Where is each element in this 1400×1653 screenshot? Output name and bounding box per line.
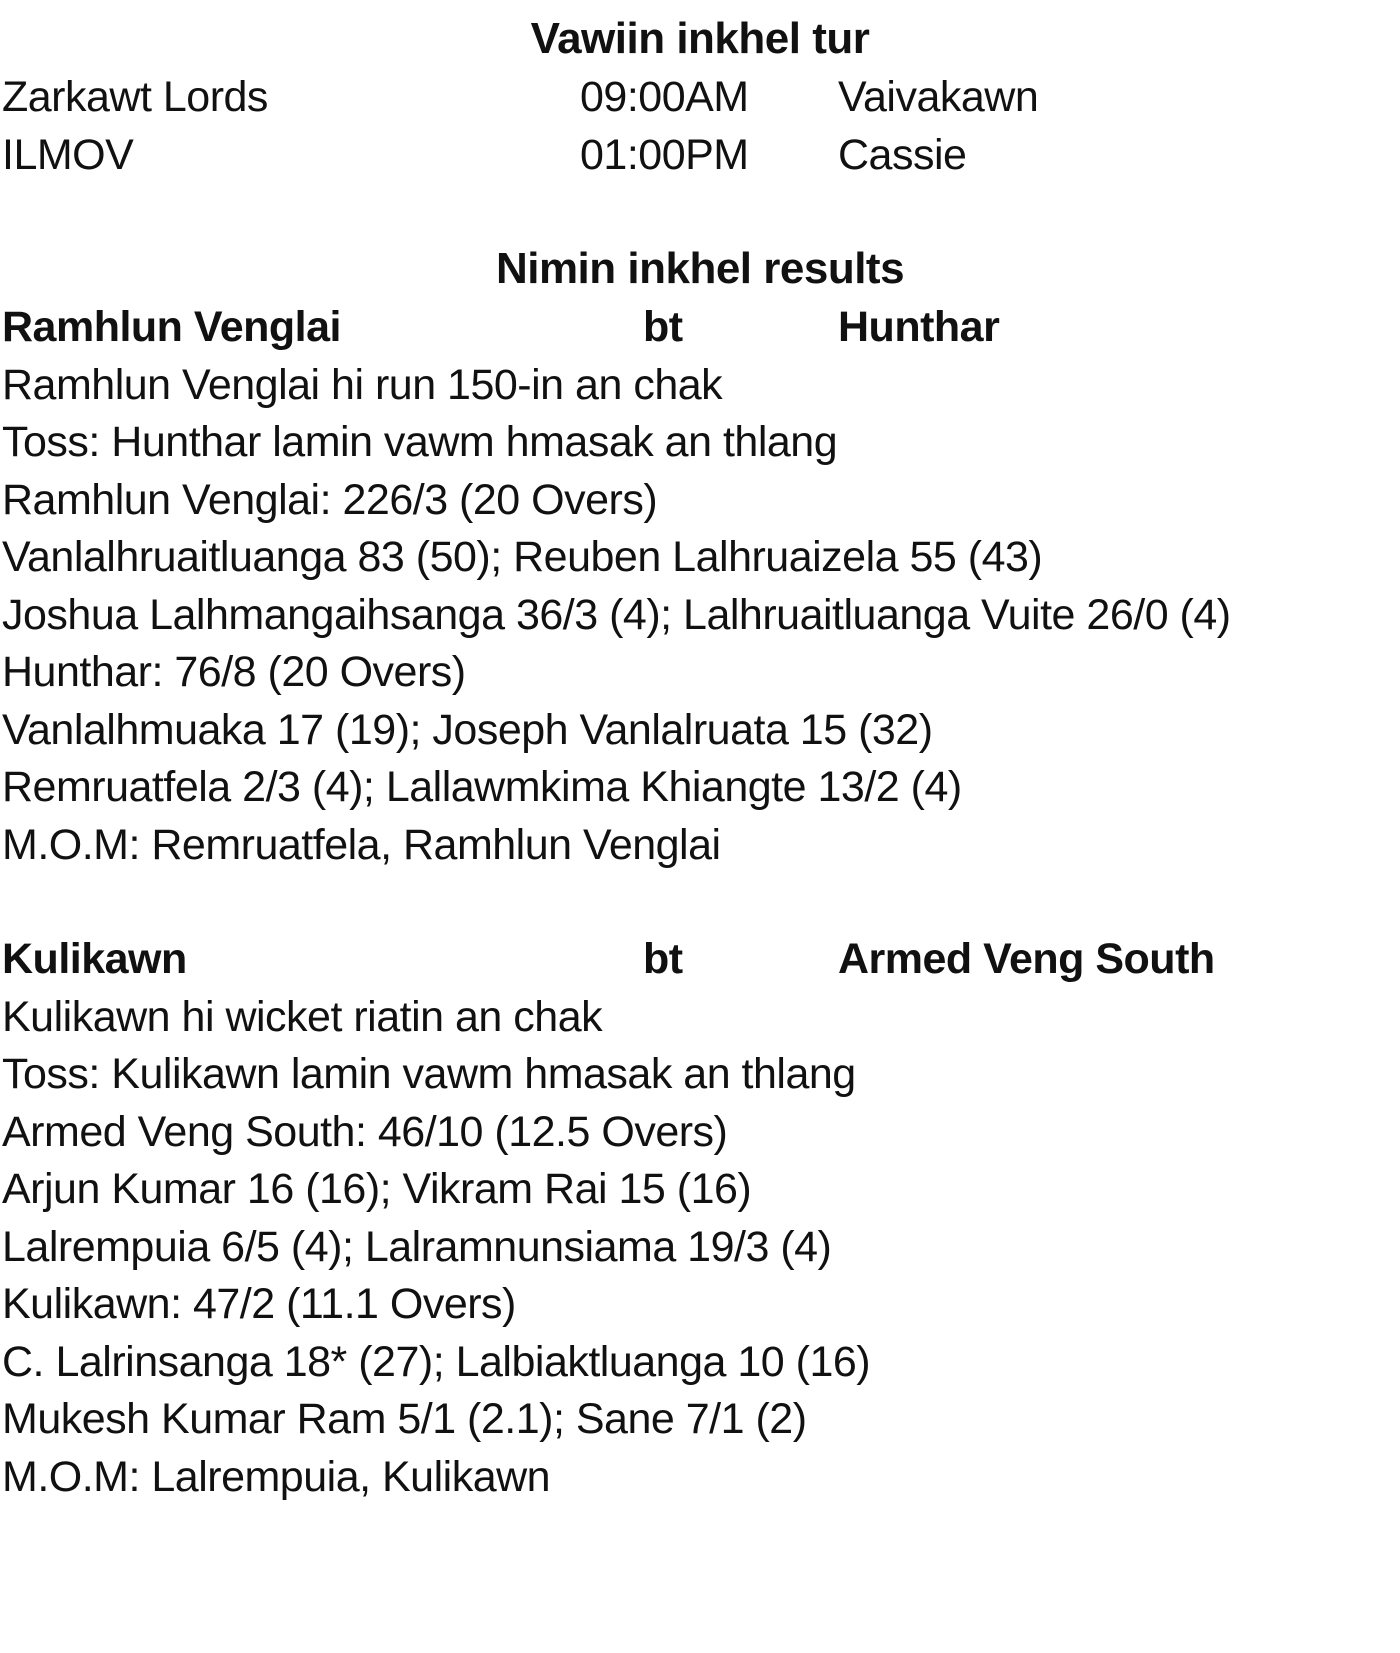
result-line: Mukesh Kumar Ram 5/1 (2.1); Sane 7/1 (2): [2, 1395, 807, 1443]
result-line: Toss: Kulikawn lamin vawm hmasak an thlang: [2, 1050, 856, 1098]
loser-team: Armed Veng South: [838, 935, 1215, 983]
fixture-opponent: Cassie: [838, 131, 967, 179]
fixture-team: ILMOV: [2, 131, 134, 179]
result-line: Toss: Hunthar lamin vawm hmasak an thlang: [2, 418, 838, 466]
result-line: Kulikawn hi wicket riatin an chak: [2, 993, 603, 1041]
fixtures-title: Vawiin inkhel tur: [530, 14, 870, 63]
man-of-match: M.O.M: Lalrempuia, Kulikawn: [2, 1453, 551, 1501]
result-line: Kulikawn: 47/2 (11.1 Overs): [2, 1280, 516, 1328]
result-line: Ramhlun Venglai hi run 150-in an chak: [2, 361, 723, 409]
result-line: Hunthar: 76/8 (20 Overs): [2, 648, 466, 696]
fixture-time: 01:00PM: [580, 131, 749, 179]
result-line: Ramhlun Venglai: 226/3 (20 Overs): [2, 476, 658, 524]
beat-label: bt: [643, 935, 683, 983]
result-line: C. Lalrinsanga 18* (27); Lalbiaktluanga 10 (16): [2, 1338, 871, 1386]
result-line: Lalrempuia 6/5 (4); Lalramnunsiama 19/3 (4): [2, 1223, 832, 1271]
fixture-opponent: Vaivakawn: [838, 73, 1039, 121]
result-line: Vanlalhmuaka 17 (19); Joseph Vanlalruata 15 (32): [2, 706, 933, 754]
fixture-time: 09:00AM: [580, 73, 749, 121]
results-title: Nimin inkhel results: [495, 244, 905, 293]
beat-label: bt: [643, 303, 683, 351]
winner-team: Ramhlun Venglai: [2, 303, 341, 351]
result-line: Vanlalhruaitluanga 83 (50); Reuben Lalhruaizela 55 (43): [2, 533, 1043, 581]
loser-team: Hunthar: [838, 303, 1000, 351]
result-line: Armed Veng South: 46/10 (12.5 Overs): [2, 1108, 728, 1156]
result-line: Arjun Kumar 16 (16); Vikram Rai 15 (16): [2, 1165, 752, 1213]
man-of-match: M.O.M: Remruatfela, Ramhlun Venglai: [2, 821, 721, 869]
result-line: Joshua Lalhmangaihsanga 36/3 (4); Lalhruaitluanga Vuite 26/0 (4): [2, 591, 1231, 639]
result-line: Remruatfela 2/3 (4); Lallawmkima Khiangte 13/2 (4): [2, 763, 962, 811]
fixture-team: Zarkawt Lords: [2, 73, 268, 121]
winner-team: Kulikawn: [2, 935, 187, 983]
